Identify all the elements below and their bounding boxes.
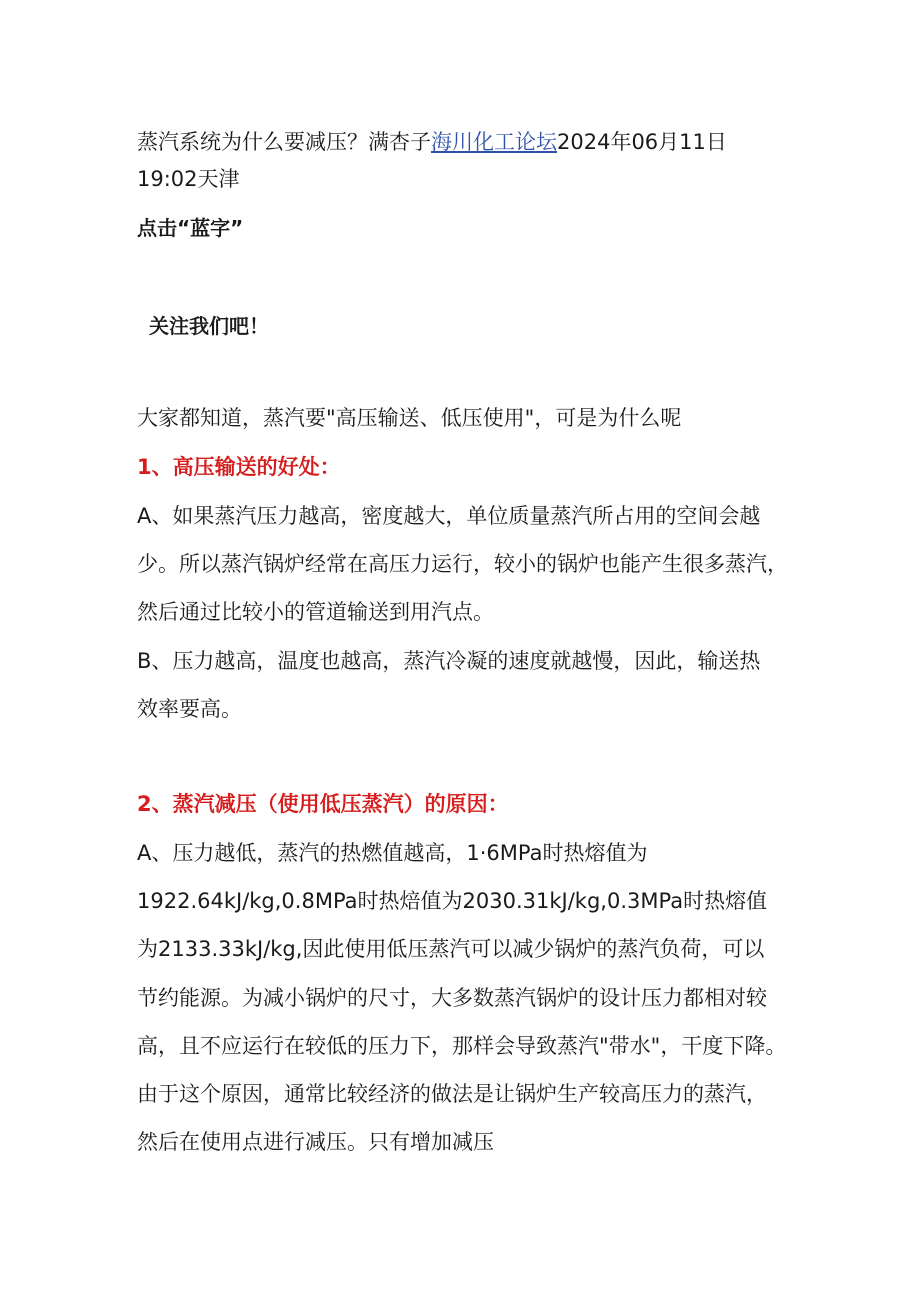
section2-para-a-line: 高，且不应运行在较低的压力下，那样会导致蒸汽"带水"，干度下降。	[137, 1034, 787, 1058]
section2-para-a-line: 然后在使用点进行减压。只有增加减压	[137, 1130, 494, 1154]
article-title: 蒸汽系统为什么要减压？	[137, 130, 368, 154]
click-blue-text: 点击“蓝字”	[137, 216, 244, 240]
section1-para-a-line: A、如果蒸汽压力越高，密度越大，单位质量蒸汽所占用的空间会越	[137, 504, 761, 528]
section2-heading: 2、蒸汽减压（使用低压蒸汽）的原因：	[137, 792, 509, 816]
section1-para-a-line: 然后通过比较小的管道输送到用汽点。	[137, 600, 494, 624]
source-link[interactable]: 海川化工论坛	[431, 130, 557, 154]
section1-para-b-line: 效率要高。	[137, 697, 242, 721]
section1-heading: 1、高压输送的好处：	[137, 455, 341, 479]
section1-para-b-line: B、压力越高，温度也越高，蒸汽冷凝的速度就越慢，因此，输送热	[137, 649, 761, 673]
section2-para-a-line: 由于这个原因，通常比较经济的做法是让锅炉生产较高压力的蒸汽，	[137, 1082, 767, 1106]
follow-us-text: 关注我们吧！	[149, 314, 269, 338]
publish-time-location: 19:02天津	[137, 167, 240, 191]
intro-paragraph: 大家都知道，蒸汽要"高压输送、低压使用"，可是为什么呢	[137, 406, 682, 430]
section2-para-a-line: 1922.64kJ/kg,0.8MPa时热焙值为2030.31kJ/kg,0.3MPa时热熔值	[137, 889, 768, 913]
section2-para-a-line: A、压力越低，蒸汽的热燃值越高，1·6MPa时热熔值为	[137, 841, 648, 865]
section1-para-a-line: 少。所以蒸汽锅炉经常在高压力运行，较小的锅炉也能产生很多蒸汽，	[137, 552, 788, 576]
section2-para-a-line: 为2133.33kJ/kg,因此使用低压蒸汽可以减少锅炉的蒸汽负荷，可以	[137, 937, 765, 961]
section2-para-a-line: 节约能源。为减小锅炉的尺寸，大多数蒸汽锅炉的设计压力都相对较	[137, 986, 767, 1010]
publish-date: 2024年06月11日	[557, 130, 727, 154]
author-name: 满杏子	[368, 130, 431, 154]
article-header-line	[137, 127, 727, 157]
